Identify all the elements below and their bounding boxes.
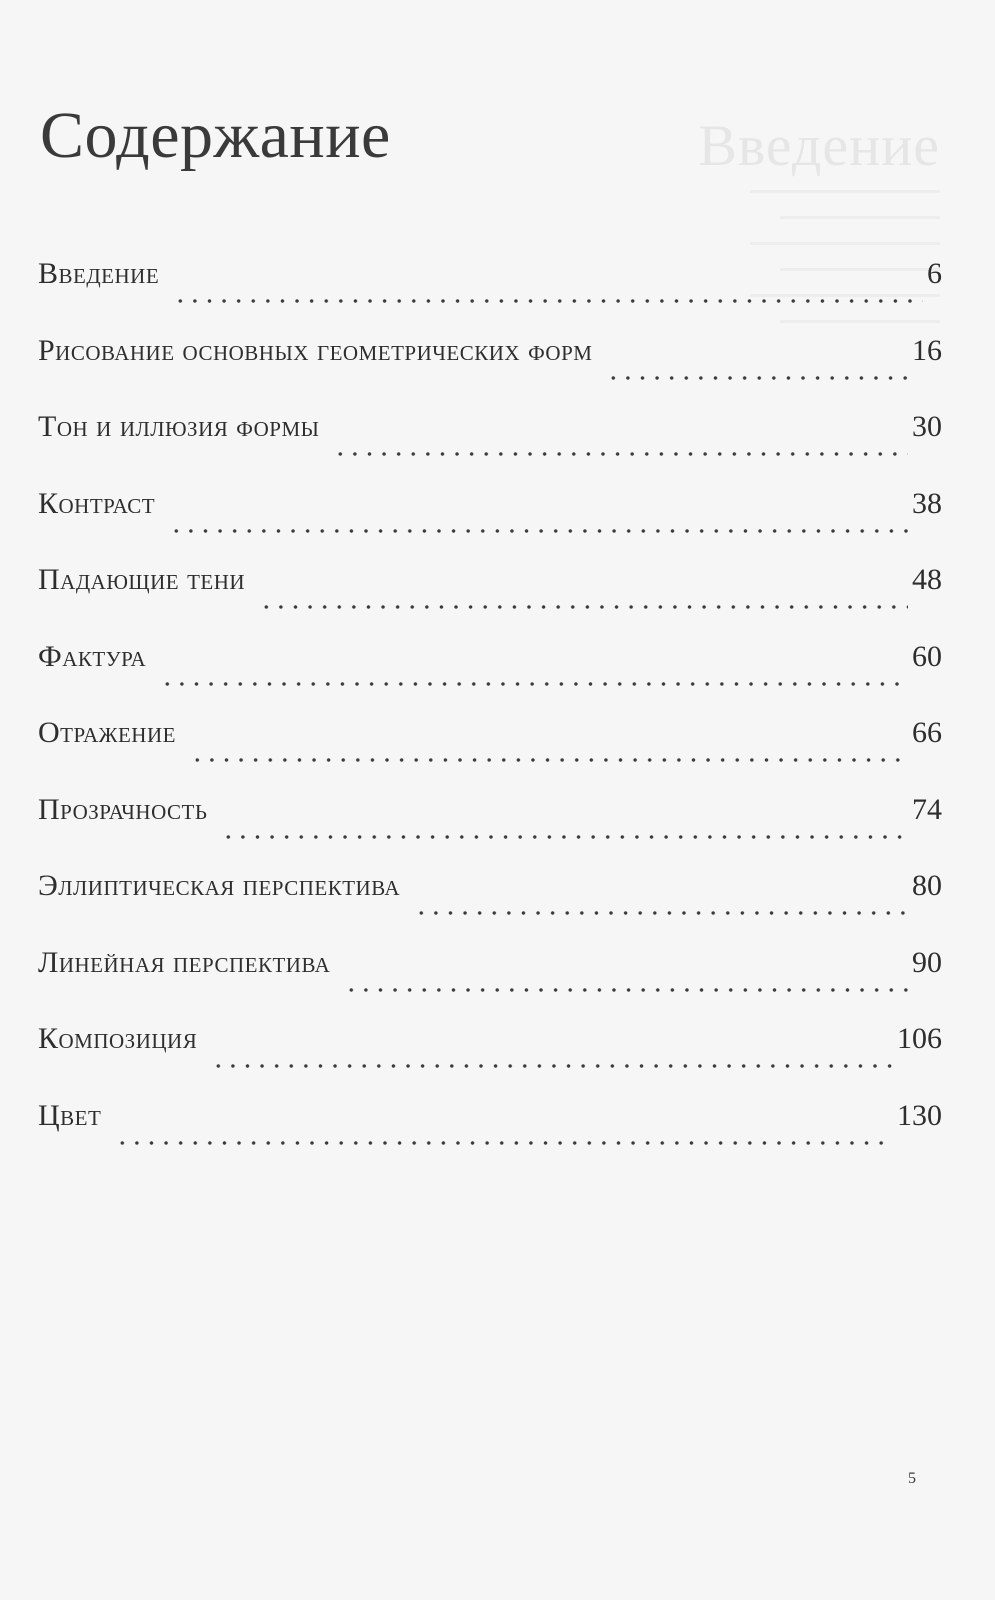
toc-entry-label: Отражение: [38, 716, 176, 749]
toc-entry[interactable]: [38, 563, 942, 640]
dot-leader: [169, 528, 908, 534]
page-number: 5: [908, 1470, 916, 1487]
dot-leader: [190, 757, 908, 763]
dot-leader: [344, 987, 908, 993]
dot-leader: [160, 681, 908, 687]
toc-entry-label: Падающие тени: [38, 563, 246, 596]
toc-entry-page: 48: [912, 563, 942, 596]
toc-entry[interactable]: [38, 487, 942, 564]
toc-entry[interactable]: [38, 410, 942, 487]
toc-entry-page: 60: [912, 639, 942, 673]
toc-entry-label: Композиция: [38, 1022, 198, 1055]
dot-leader: [333, 451, 908, 457]
toc-entry-label: Эллиптическая перспектива: [38, 869, 401, 902]
toc-entry-page: 106: [897, 1022, 942, 1055]
toc-entry-label: Тон и иллюзия формы: [38, 410, 320, 443]
dot-leader: [173, 298, 923, 304]
toc-entry-label: Контраст: [38, 486, 156, 520]
dot-leader: [606, 375, 908, 381]
toc-entry-page: 74: [912, 792, 942, 826]
toc-entry[interactable]: [38, 946, 942, 1023]
dot-leader: [259, 604, 908, 610]
toc-entry[interactable]: [38, 869, 942, 946]
toc-entry[interactable]: [38, 793, 942, 870]
toc-entry-label: Цвет: [38, 1098, 102, 1132]
dot-leader: [115, 1140, 893, 1146]
toc-entry-label: Рисование основных геометрических форм: [38, 333, 593, 367]
toc-entry-page: 38: [912, 486, 942, 520]
toc-entry-label: Фактура: [38, 639, 147, 673]
dot-leader: [211, 1063, 893, 1069]
toc-entry[interactable]: [38, 334, 942, 411]
toc-entry[interactable]: [38, 716, 942, 793]
toc-entry-page: 90: [912, 945, 942, 979]
toc-entry[interactable]: [38, 640, 942, 717]
dot-leader: [414, 910, 908, 916]
toc-entry-label: Введение: [38, 257, 160, 290]
toc-entry[interactable]: [38, 257, 942, 334]
facing-page-bleed-through: Введение: [698, 113, 940, 178]
dot-leader: [221, 834, 908, 840]
toc-entry-label: Прозрачность: [38, 792, 208, 826]
toc-entry-page: 80: [912, 869, 942, 902]
toc-entry-page: 6: [927, 257, 942, 290]
toc-entry-page: 130: [897, 1098, 942, 1132]
toc-entry-page: 30: [912, 410, 942, 443]
toc-entry[interactable]: [38, 1022, 942, 1099]
toc-entry-page: 66: [912, 716, 942, 749]
toc-entry[interactable]: [38, 1099, 942, 1176]
table-of-contents: [38, 257, 942, 1175]
page-title: Содержание: [40, 99, 391, 172]
toc-entry-page: 16: [912, 333, 942, 367]
toc-entry-label: Линейная перспектива: [38, 945, 331, 979]
